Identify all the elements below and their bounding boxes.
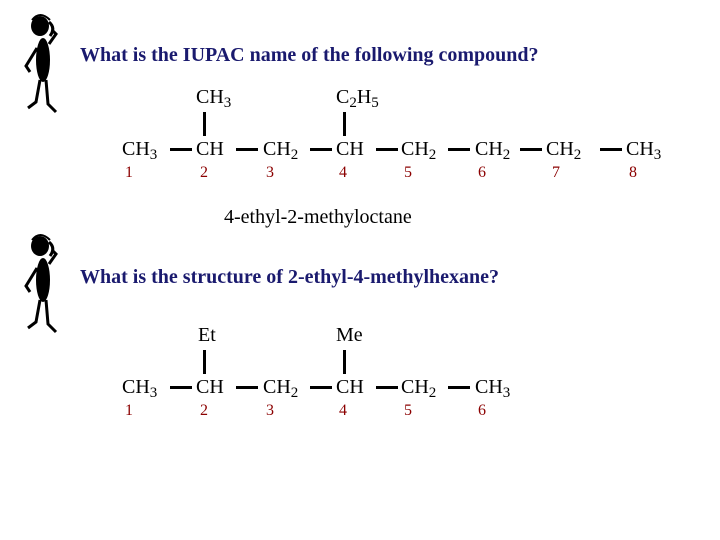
chain-atom: CH [196,376,224,398]
chain-atom: CH [196,138,224,160]
question-2: What is the structure of 2-ethyl-4-methylhexane? [80,266,500,288]
chain-atom: $CH_2$ [546,138,582,163]
bond-vertical [203,350,206,374]
carbon-number: 5 [404,402,412,419]
chain-atom: CH [336,138,364,160]
carbon-number: 2 [200,402,208,419]
carbon-number: 1 [125,402,133,419]
carbon-number: 3 [266,164,274,181]
carbon-number: 2 [200,164,208,181]
bond-horizontal [236,386,258,389]
carbon-number: 1 [125,164,133,181]
carbon-number: 4 [339,164,347,181]
bond-vertical [343,350,346,374]
chain-atom: $CH_3$ [122,138,158,163]
chain-atom: $CH_2$ [401,138,437,163]
carbon-number: 6 [478,164,486,181]
bond-horizontal [236,148,258,151]
carbon-number: 6 [478,402,486,419]
chain-atom: $CH_2$ [263,138,299,163]
carbon-number: 4 [339,402,347,419]
answer-1: 4-ethyl-2-methyloctane [224,206,412,228]
substituent-methyl: Me [336,324,363,346]
substituent-ethyl: $C_2H_5$ [336,86,379,111]
bond-horizontal [448,386,470,389]
chain-atom: CH [336,376,364,398]
carbon-number: 7 [552,164,560,181]
carbon-number: 3 [266,402,274,419]
bond-horizontal [376,386,398,389]
question-1: What is the IUPAC name of the following compound? [80,44,539,66]
chain-atom: $CH_2$ [475,138,511,163]
bond-horizontal [376,148,398,151]
chain-atom: $CH_3$ [475,376,511,401]
bond-horizontal [600,148,622,151]
bond-horizontal [448,148,470,151]
substituent-ethyl: Et [198,324,216,346]
bond-horizontal [170,386,192,389]
chain-atom: $CH_2$ [401,376,437,401]
substituent-methyl: $CH_3$ [196,86,232,111]
bond-vertical [203,112,206,136]
bond-horizontal [170,148,192,151]
bond-horizontal [310,386,332,389]
thinking-figure-icon [18,232,64,342]
carbon-number: 5 [404,164,412,181]
thinking-figure-icon [18,12,64,122]
bond-vertical [343,112,346,136]
chain-atom: $CH_3$ [626,138,662,163]
chain-atom: $CH_3$ [122,376,158,401]
carbon-number: 8 [629,164,637,181]
bond-horizontal [310,148,332,151]
bond-horizontal [520,148,542,151]
chain-atom: $CH_2$ [263,376,299,401]
